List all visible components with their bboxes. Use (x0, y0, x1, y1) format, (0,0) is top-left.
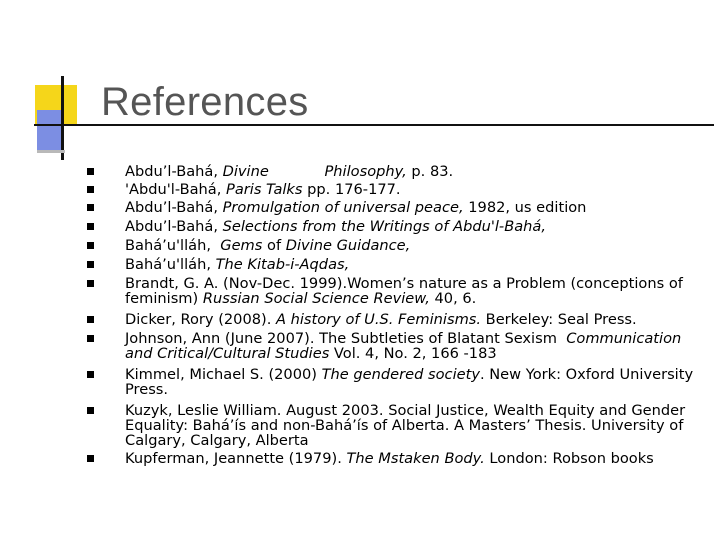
bullet-icon (87, 371, 94, 378)
bullet-icon (87, 223, 94, 230)
bullet-icon (87, 186, 94, 193)
decor-vertical-line (61, 76, 64, 160)
reference-item: Johnson, Ann (June 2007). The Subtleties of Blatant Sexism Communication and Critical/Cultural Studies Vol. 4, No. 2, 166 -183 (125, 331, 715, 361)
bullet-icon (87, 335, 94, 342)
bullet-icon (87, 204, 94, 211)
bullet-icon (87, 261, 94, 268)
bullet-icon (87, 168, 94, 175)
reference-item: Abdu’l-Bahá, Selections from the Writings of Abdu'l-Bahá, (125, 219, 715, 234)
bullet-icon (87, 280, 94, 287)
decor-shadow (37, 150, 65, 153)
bullet-icon (87, 407, 94, 414)
reference-item: Kupferman, Jeannette (1979). The Mstaken Body. London: Robson books (125, 451, 715, 466)
bullet-icon (87, 316, 94, 323)
reference-item: 'Abdu'l-Bahá, Paris Talks pp. 176-177. (125, 182, 715, 197)
reference-item: Abdu’l-Bahá, Promulgation of universal peace, 1982, us edition (125, 200, 715, 215)
reference-item: Kimmel, Michael S. (2000) The gendered society. New York: Oxford University Press. (125, 367, 715, 397)
decor-blue-square (37, 110, 64, 152)
reference-item: Bahá’u'lláh, Gems of Divine Guidance, (125, 238, 715, 253)
slide-title: References (101, 80, 309, 124)
reference-item: Kuzyk, Leslie William. August 2003. Social Justice, Wealth Equity and Gender Equality: Bahá’ís and non-Bahá’ís of Alberta. A Masters’ Thesis. University of Calgary, Calgary, Alberta (125, 403, 715, 448)
reference-item: Brandt, G. A. (Nov-Dec. 1999).Women’s nature as a Problem (conceptions of feminism) Russian Social Science Review, 40, 6. (125, 276, 715, 306)
bullet-icon (87, 242, 94, 249)
bullet-icon (87, 455, 94, 462)
reference-item: Abdu’l-Bahá, Divine Philosophy, p. 83. (125, 164, 715, 179)
reference-item: Dicker, Rory (2008). A history of U.S. Feminisms. Berkeley: Seal Press. (125, 312, 715, 327)
reference-item: Bahá’u'lláh, The Kitab-i-Aqdas, (125, 257, 715, 272)
